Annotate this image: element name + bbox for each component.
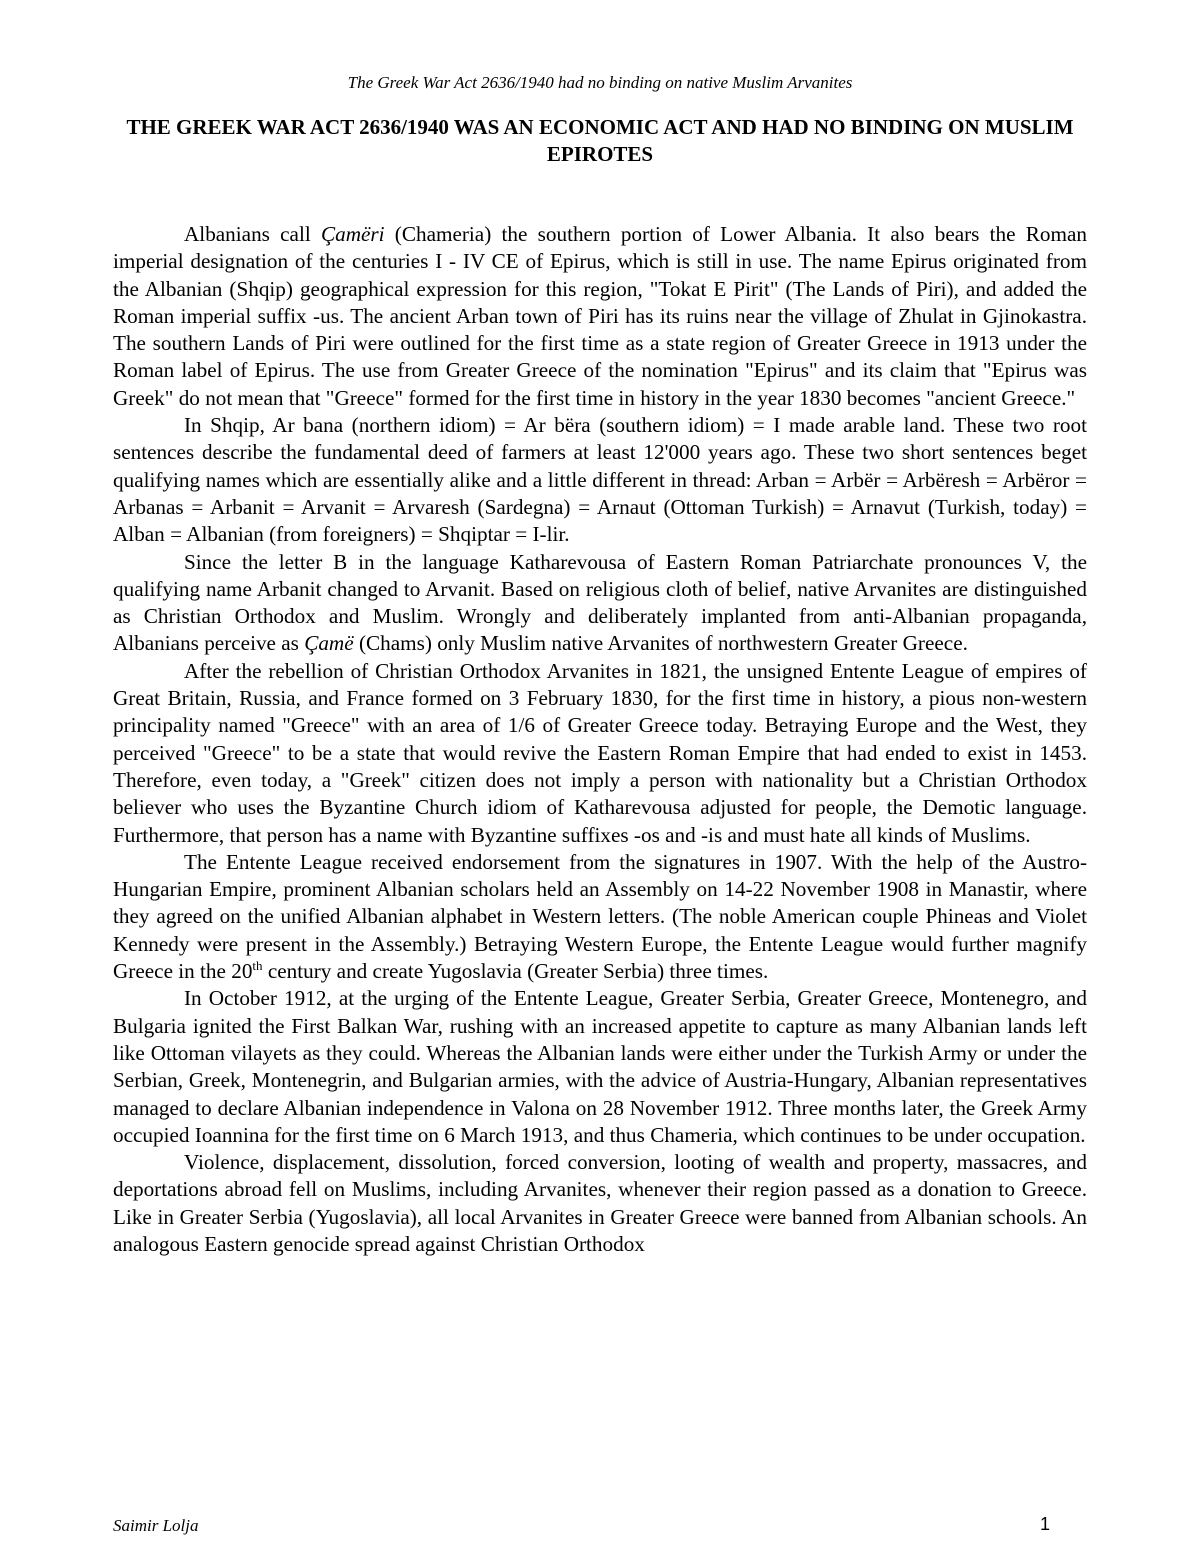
paragraph-1 — [113, 221, 1087, 412]
paragraph-2: In Shqip, Ar bana (northern idiom) = Ar bëra (southern idiom) = I made arable land. These two root sentences describe the fundamental deed of farmers at least 12'000 years ago. These two short sentences beget qualifying names which are essentially alike and a little different in thread: Arban = Arbër = Arbëresh = Arbëror = Arbanas = Arbanit = Arvanit = Arvaresh (Sardegna) = Arnaut (Ottoman Turkish) = Arnavut (Turkish, today) = Alban = Albanian (from foreigners) = Shqiptar = I-lir. — [113, 413, 1087, 547]
paragraph-6: In October 1912, at the urging of the Entente League, Greater Serbia, Greater Greece, Montenegro, and Bulgaria ignited the First Balkan War, rushing with an increased appetite to capture as many Albanian lands left like Ottoman vilayets as they could. Whereas the Albanian lands were either under the Turkish Army or under the Serbian, Greek, Montenegrin, and Bulgarian armies, with the advice of Austria-Hungary, Albanian representatives managed to declare Albanian independence in Valona on 28 November 1912. Three months later, the Greek Army occupied Ioannina for the first time on 6 March 1913, and thus Chameria, which continues to be under occupation. — [113, 986, 1087, 1147]
paragraph-3-text-c: (Chams) only Muslim native Arvanites of northwestern Greater Greece. — [353, 631, 968, 656]
paragraph-5-text-c: century and create Yugoslavia (Greater Serbia) three times. — [262, 959, 769, 984]
paragraph-1-text-c: (Chameria) the southern portion of Lower Albania. It also bears the Roman imperial designation of the centuries I - IV CE of Epirus, which is still in use. The name Epirus originated from the Albanian (Shqip) geographical expression for this region, "Tokat E Pirit" (The Lands of Piri), and added the Roman imperial suffix -us. The ancient Arban town of Piri has its ruins near the village of Zhulat in Gjinokastra. The southern Lands of Piri were outlined for the first time as a state region of Greater Greece in 1913 under the Roman label of Epirus. The use from Greater Greece of the nomination "Epirus" and its claim that "Epirus was Greek" do not mean that "Greece" formed for the first time in history in the year 1830 becomes "ancient Greece." — [113, 222, 1087, 410]
body-text — [113, 221, 1087, 1258]
running-header: The Greek War Act 2636/1940 had no binding on native Muslim Arvanites — [347, 73, 853, 92]
cameri-term: Çamëri — [320, 222, 385, 246]
document-title: THE GREEK WAR ACT 2636/1940 WAS AN ECONOMIC ACT AND HAD NO BINDING ON MUSLIM EPIROTES — [126, 115, 1074, 166]
paragraph-5-text-a: The Entente League received endorsement from the signatures in 1907. With the help of the Austro-Hungarian Empire, prominent Albanian scholars held an Assembly on 14-22 November 1908 in Manastir, where they agreed on the unified Albanian alphabet in Western letters. (The noble American couple Phineas and Violet Kennedy were present in the Assembly.) Betraying Western Europe, the Entente League would further magnify Greece in the 20 — [113, 849, 1087, 984]
paragraph-7: Violence, displacement, dissolution, forced conversion, looting of wealth and property, massacres, and deportations abroad fell on Muslims, including Arvanites, whenever their region passed as a donation to Greece. Like in Greater Serbia (Yugoslavia), all local Arvanites in Greater Greece were banned from Albanian schools. An analogous Eastern genocide spread against Christian Orthodox — [113, 1150, 1087, 1256]
page-number: 1 — [1039, 1514, 1050, 1534]
paragraph-3 — [113, 549, 1087, 658]
paragraph-3-text-a: Since the letter B in the language Katharevousa of Eastern Roman Patriarchate pronounces V, the qualifying name Arbanit changed to Arvanit. Based on religious cloth of belief, native Arvanites are distinguished as Christian Orthodox and Muslim. Wrongly and deliberately implanted from anti-Albanian propaganda, Albanians perceive as — [113, 549, 1087, 656]
paragraph-5 — [113, 849, 1087, 985]
paragraph-1-text-a: Albanians call — [184, 222, 321, 246]
ordinal-suffix: th — [252, 957, 263, 973]
footer-author: Saimir Lolja — [113, 1516, 199, 1535]
paragraph-4: After the rebellion of Christian Orthodox Arvanites in 1821, the unsigned Entente League of empires of Great Britain, Russia, and France formed on 3 February 1830, for the first time in history, a pious non-western principality named "Greece" with an area of 1/6 of Greater Greece today. Betraying Europe and the West, they perceived "Greece" to be a state that would revive the Eastern Roman Empire that had ended to exist in 1453. Therefore, even today, a "Greek" citizen does not imply a person with nationality but a Christian Orthodox believer who uses the Byzantine Church idiom of Katharevousa adjusted for people, the Demotic language. Furthermore, that person has a name with Byzantine suffixes -os and -is and must hate all kinds of Muslims. — [113, 658, 1087, 847]
came-term: Çamë — [304, 631, 354, 656]
